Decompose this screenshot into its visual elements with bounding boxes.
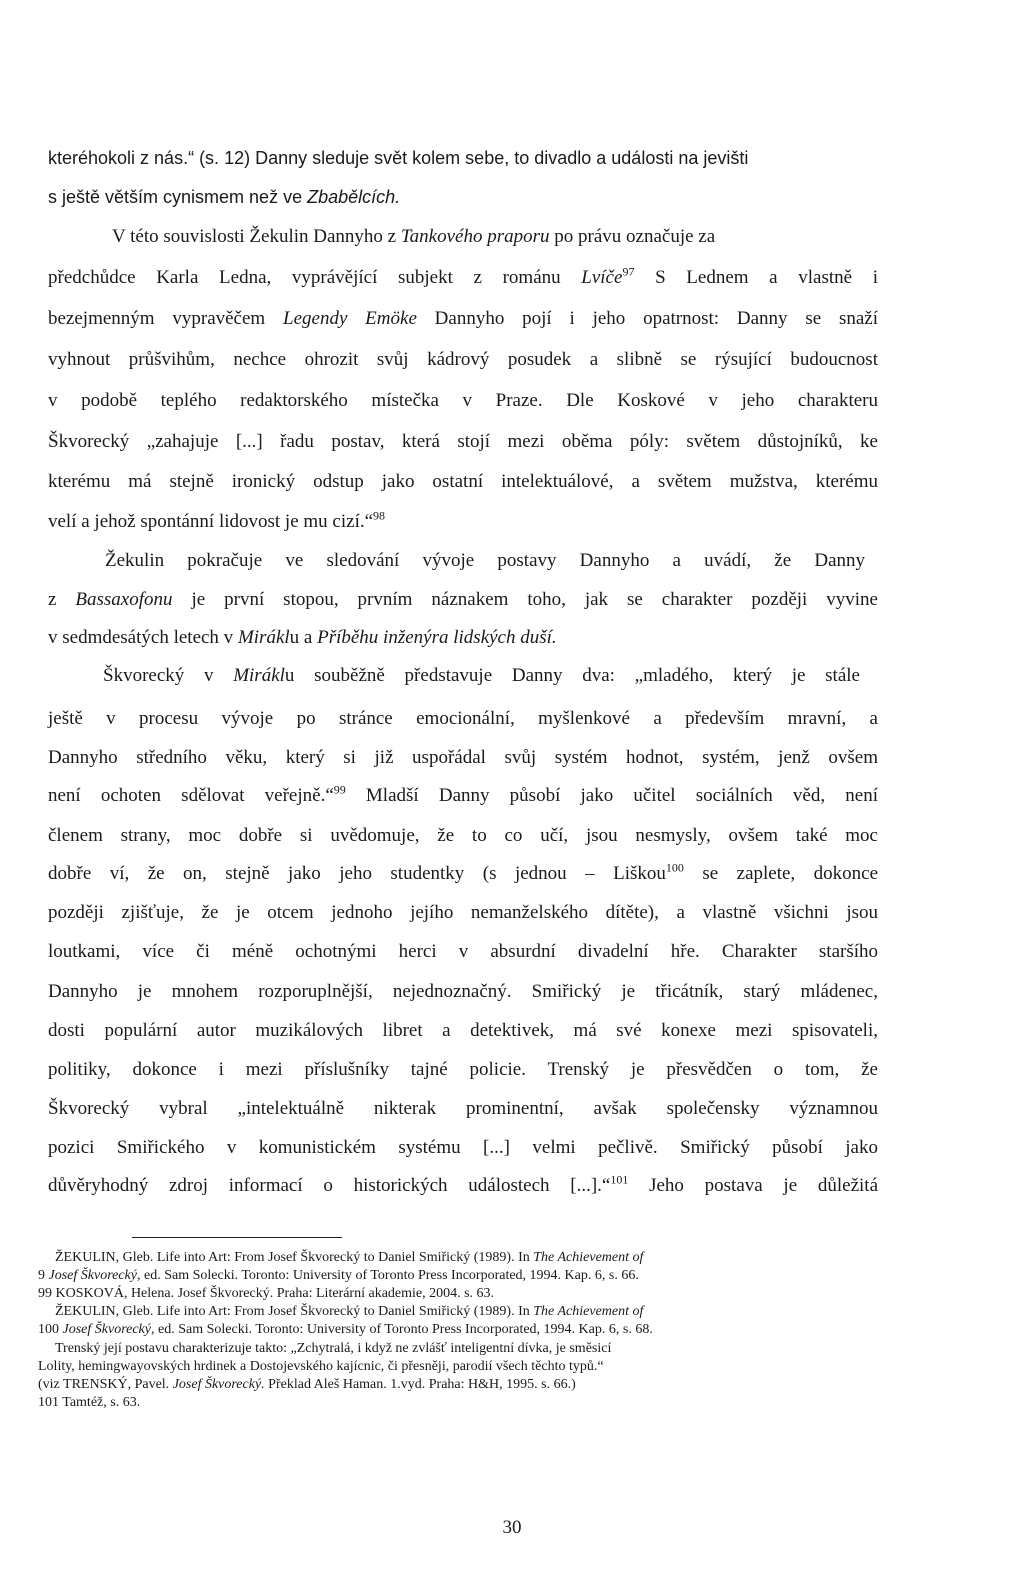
footnote-separator [132,1237,342,1238]
body-line-27: důvěryhodný zdroj informací o historických událostech [...].“$^{101}$ Jeho postava je důležitá [48,1172,879,1196]
body-line-2: s ještě větším cynismem než ve Zbabělcích. [48,187,401,207]
body-line-12: z Bassaxofonu je první stopou, prvním náznakem toho, jak se charakter později vyvine [48,589,878,610]
body-line-22: Dannyho je mnohem rozporuplnější, nejednoznačný. Smiřický je třicátník, starý mládenec, [48,981,878,1002]
body-line-14: Škvorecký v Miráklu souběžně představuje Danny dva: „mladého, který je stále [103,665,860,686]
body-line-24: politiky, dokonce i mezi příslušníky tajné policie. Trenský je přesvědčen o tom, že [48,1059,878,1080]
body-line-5: bezejmenným vypravěčem Legendy Emöke Dannyho pojí i jeho opatrnost: Danny se snaží [48,308,878,329]
body-line-3: V této souvislosti Žekulin Dannyho z Tankového praporu po právu označuje za [112,226,716,247]
body-line-18: členem strany, moc dobře si uvědomuje, že to co učí, jsou nesmysly, ovšem také moc [48,825,878,846]
body-line-19: dobře ví, že on, stejně jako jeho studentky (s jednou – Liškou$^{100}$ se zaplete, dokonce [48,860,879,884]
body-line-21: loutkami, více či méně ochotnými herci v absurdní divadelní hře. Charakter staršího [48,941,878,962]
body-line-10: velí a jehož spontánní lidovost je mu cizí.“$^{98}$ [48,508,386,532]
body-line-4: předchůdce Karla Ledna, vyprávějící subjekt z románu Lvíče$^{97}$ S Lednem a vlastně i [48,264,878,288]
body-line-26: pozici Smiřického v komunistickém systému [...] velmi pečlivě. Smiřický působí jako [48,1137,878,1158]
body-line-13: v sedmdesátých letech v Miráklu a Příběhu inženýra lidských duší. [48,627,557,648]
body-line-11: Žekulin pokračuje ve sledování vývoje postavy Dannyho a uvádí, že Danny [105,550,865,571]
body-line-8: Škvorecký „zahajuje [...] řadu postav, která stojí mezi oběma póly: světem důstojníků, ke [48,431,878,452]
footnote-100-line-1: Trenský její postavu charakterizuje takto: „Zchytralá, i když ne zvlášť inteligentní dívka, je směsicí [55,1341,612,1356]
body-line-15: ještě v procesu vývoje po stránce emocionální, myšlenkové a především mravní, a [48,708,878,729]
footnote-100-line-2: Lolity, hemingwayovských hrdinek a Dostojevského kajícnic, či přesněji, parodií všech těchto typů.“ [38,1359,604,1374]
body-line-20: později zjišťuje, že je otcem jednoho jejího nemanželského dítěte), a vlastně všichni jsou [48,902,878,923]
body-line-1: kteréhokoli z nás.“ (s. 12) Danny sleduje svět kolem sebe, to divadlo a události na jevišti [48,148,749,168]
body-line-7: v podobě teplého redaktorského místečka v Praze. Dle Koskové v jeho charakteru [48,390,878,411]
page-number: 30 [502,1517,522,1538]
footnote-101: 101 Tamtéž, s. 63. [38,1395,141,1410]
body-line-23: dosti populární autor muzikálových libret a detektivek, má své konexe mezi spisovateli, [48,1020,878,1041]
body-line-25: Škvorecký vybral „intelektuálně nikterak prominentní, avšak společensky významnou [48,1098,878,1119]
footnote-98: 99 KOSKOVÁ, Helena. Josef Škvorecký. Praha: Literární akademie, 2004. s. 63. [38,1286,495,1301]
body-line-9: kterému má stejně ironický odstup jako ostatní intelektuálové, a světem mužstva, kterému [48,471,878,492]
body-line-6: vyhnout průšvihům, nechce ohrozit svůj kádrový posudek a slibně se rýsující budoucnost [48,349,878,370]
body-line-17: není ochoten sdělovat veřejně.“$^{99}$ Mladší Danny působí jako učitel sociálních věd, není [48,782,878,806]
footnote-97-line-2: 9 Josef Škvorecký, ed. Sam Solecki. Toronto: University of Toronto Press Incorporated, 1994. Kap. 6, s. 66. [38,1268,639,1283]
body-line-16: Dannyho středního věku, který si již uspořádal svůj systém hodnot, systém, jenž ovšem [48,747,878,768]
footnote-100-line-3: (viz TRENSKÝ, Pavel. Josef Škvorecký. Překlad Aleš Haman. 1.vyd. Praha: H&H, 1995. s. 66.) [38,1377,576,1392]
footnote-97-line-1: ŽEKULIN, Gleb. Life into Art: From Josef Škvorecký to Daniel Smiřický (1989). In The Achievement of [55,1250,644,1265]
footnote-99-line-2: 100 Josef Škvorecký, ed. Sam Solecki. Toronto: University of Toronto Press Incorporated, 1994. Kap. 6, s. 68. [38,1322,653,1337]
footnote-99-line-1: ŽEKULIN, Gleb. Life into Art: From Josef Škvorecký to Daniel Smiřický (1989). In The Achievement of [55,1304,644,1319]
